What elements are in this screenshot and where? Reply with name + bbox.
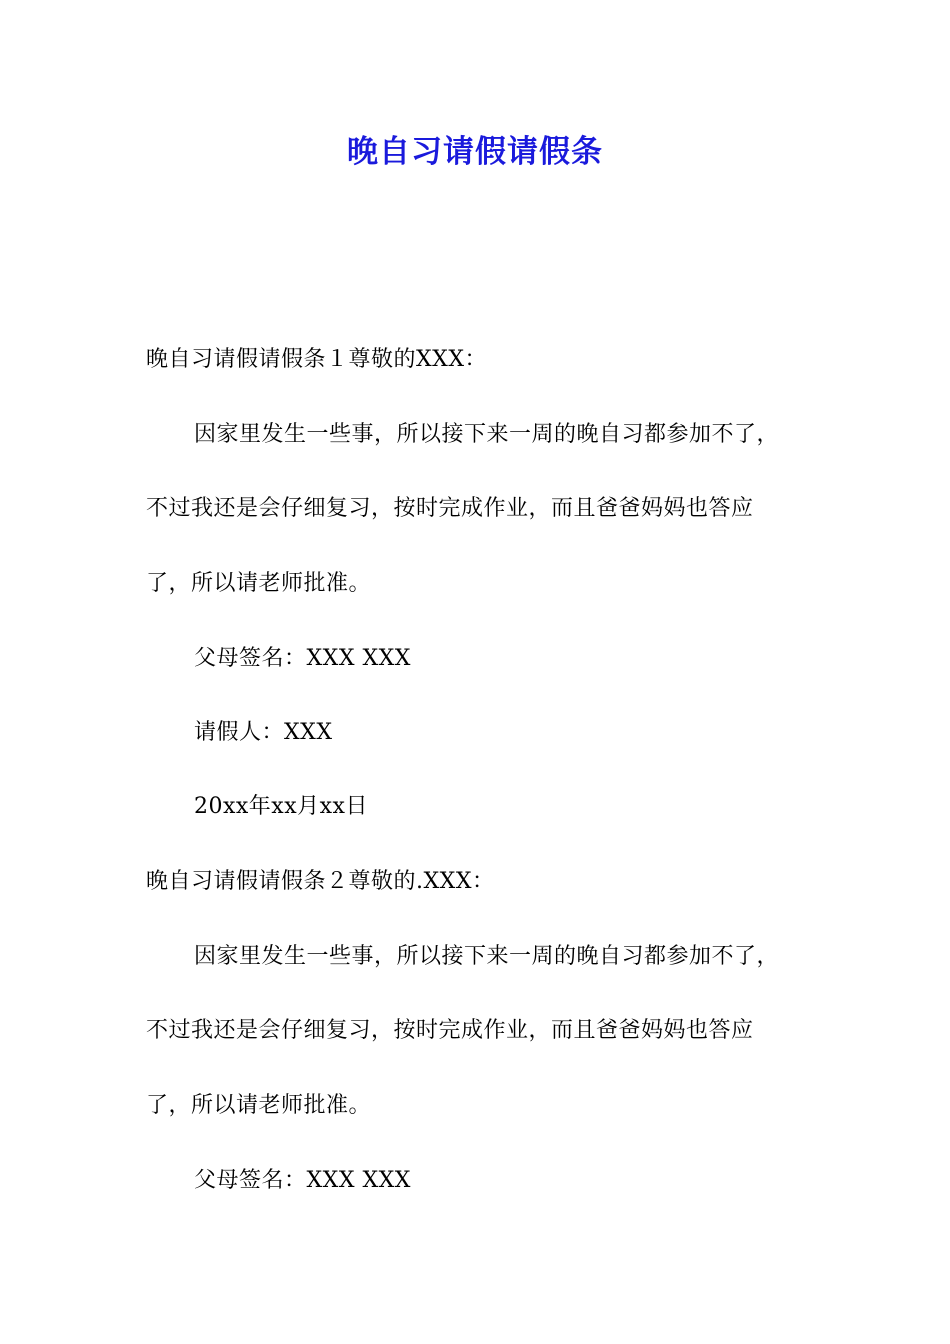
entry-2-body-line-2: 不过我还是会仔细复习，按时完成作业，而且爸爸妈妈也答应 [146,1018,754,1043]
entry-1-body-line-1: 因家里发生一些事，所以接下来一周的晚自习都参加不了， [194,422,780,447]
entry-1-body-line-3: 了，所以请老师批准。 [146,571,372,596]
entry-1-body-line-2: 不过我还是会仔细复习，按时完成作业，而且爸爸妈妈也答应 [146,496,754,521]
entry-2-body-line-1: 因家里发生一些事，所以接下来一周的晚自习都参加不了， [194,944,780,969]
document-title: 晚自习请假请假条 [347,134,603,170]
entry-1-parent-signature: 父母签名：XXX XXX [194,646,411,671]
entry-1-date: 20xx年xx月xx日 [194,794,368,819]
entry-1-requester: 请假人：XXX [194,720,333,745]
entry-2-parent-signature: 父母签名：XXX XXX [194,1168,411,1193]
entry-2-body-line-3: 了，所以请老师批准。 [146,1093,372,1118]
entry-2-heading: 晚自习请假请假条２尊敬的.XXX： [146,869,495,894]
entry-1-heading: 晚自习请假请假条１尊敬的XXX： [146,347,487,372]
